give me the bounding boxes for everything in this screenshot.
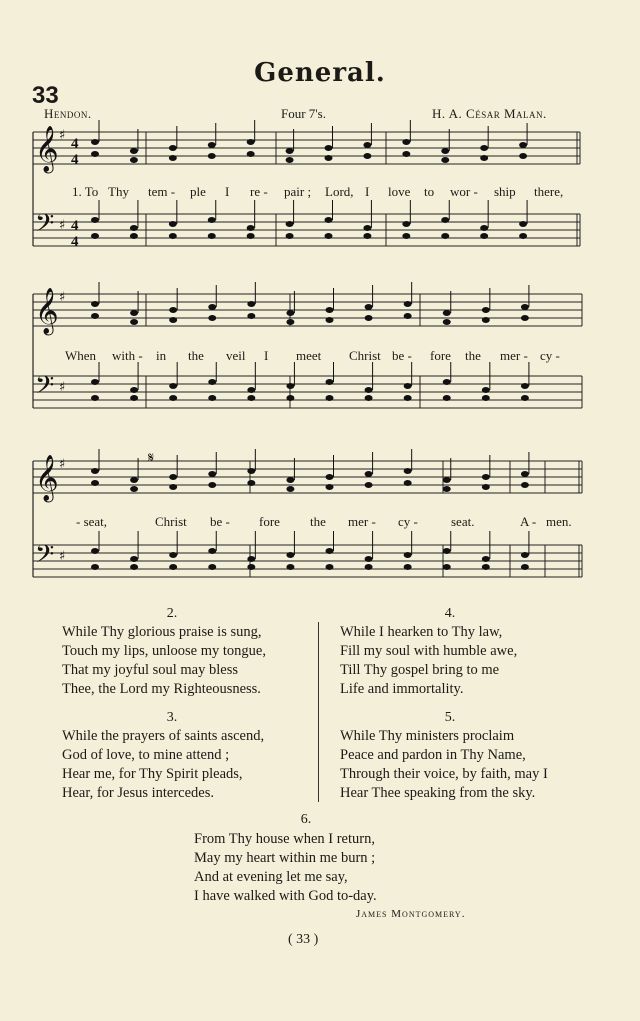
note-head (521, 552, 529, 558)
note-head (482, 317, 490, 323)
verse-line: God of love, to mine attend ; (62, 747, 230, 763)
note-head (365, 556, 373, 562)
note-head (443, 310, 451, 316)
note-head (169, 474, 177, 480)
note-head (441, 233, 449, 239)
bass-clef-icon: 𝄢 (35, 371, 55, 406)
verse-number: 5. (444, 710, 456, 725)
lyric-syllable: in (156, 348, 167, 363)
note-head (286, 486, 294, 492)
bass-clef-icon: 𝄢 (35, 540, 55, 575)
lyric-syllable: there, (534, 184, 564, 199)
composer: H. A. César Malan. (432, 106, 547, 121)
note-head (365, 471, 373, 477)
time-signature: 4 (71, 218, 79, 234)
note-head (365, 315, 373, 321)
note-head (91, 468, 99, 474)
lyric-syllable: mer - (348, 514, 376, 529)
note-head (286, 157, 294, 163)
note-head (130, 233, 138, 239)
note-head (521, 395, 529, 401)
verse-line: Hear me, for Thy Spirit pleads, (62, 766, 243, 782)
note-head (365, 564, 373, 570)
lyric-syllable: ple (190, 184, 206, 199)
note-head (247, 480, 255, 486)
lyric-syllable: love (388, 184, 411, 199)
note-head (482, 387, 490, 393)
note-head (325, 233, 333, 239)
verse-line: That my joyful soul may bless (62, 662, 238, 678)
verse-line: I have walked with God to-day. (194, 888, 377, 904)
lyric-syllable: ship (494, 184, 516, 199)
lyric-syllable: be - (210, 514, 230, 529)
note-head (404, 468, 412, 474)
note-head (169, 564, 177, 570)
verse-number: 3. (166, 710, 178, 725)
verse-line: Peace and pardon in Thy Name, (340, 747, 526, 763)
note-head (169, 155, 177, 161)
note-head (441, 217, 449, 223)
note-head (443, 564, 451, 570)
note-head (91, 151, 99, 157)
note-head (404, 552, 412, 558)
note-head (480, 145, 488, 151)
meter: Four 7's. (281, 106, 326, 121)
note-head (208, 482, 216, 488)
verse-line: While Thy ministers proclaim (340, 728, 515, 744)
note-head (169, 552, 177, 558)
lyric-syllable: A - (520, 514, 537, 529)
page-title: General. (254, 58, 386, 88)
note-head (91, 564, 99, 570)
note-head (443, 319, 451, 325)
lyric-syllable: I (264, 348, 269, 363)
note-head (208, 564, 216, 570)
note-head (519, 233, 527, 239)
verse-line: Till Thy gospel bring to me (340, 662, 500, 678)
note-head (208, 304, 216, 310)
note-head (286, 383, 294, 389)
note-head (286, 395, 294, 401)
note-head (169, 395, 177, 401)
note-head (247, 395, 255, 401)
verse-number: 6. (300, 812, 312, 827)
lyric-syllable: Christ (155, 514, 187, 529)
sharp-icon: ♯ (59, 128, 66, 143)
lyric-syllable: pair ; (284, 184, 312, 199)
note-head (208, 142, 216, 148)
lyric-syllable: meet (296, 348, 322, 363)
note-head (208, 153, 216, 159)
lyric-syllable: Thy (108, 184, 129, 199)
note-head (363, 142, 371, 148)
note-head (404, 480, 412, 486)
lyric-syllable: I (225, 184, 230, 199)
verse-line: Touch my lips, unloose my tongue, (62, 643, 266, 659)
note-head (130, 310, 138, 316)
note-head (480, 225, 488, 231)
lyric-syllable: with - (112, 348, 143, 363)
note-head (519, 142, 527, 148)
note-head (326, 484, 334, 490)
note-head (130, 157, 138, 163)
lyric-syllable: When (65, 348, 97, 363)
sharp-icon: ♯ (59, 218, 66, 233)
lyric-syllable: 1. To (72, 184, 99, 199)
note-head (208, 315, 216, 321)
note-head (482, 474, 490, 480)
note-head (91, 548, 99, 554)
verse-line: Through their voice, by faith, may I (340, 766, 548, 782)
time-signature: 4 (71, 152, 79, 168)
note-head (130, 319, 138, 325)
verse-line: Thee, the Lord my Righteousness. (62, 681, 261, 697)
note-head (363, 153, 371, 159)
note-head (208, 395, 216, 401)
note-head (91, 379, 99, 385)
lyric-syllable: Christ (349, 348, 381, 363)
note-head (365, 304, 373, 310)
lyric-syllable: the (465, 348, 481, 363)
lyric-syllable: fore (430, 348, 451, 363)
column-divider (318, 622, 319, 802)
lyric-syllable: veil (226, 348, 246, 363)
note-head (169, 233, 177, 239)
page-number: ( 33 ) (288, 932, 319, 947)
lyric-syllable: the (188, 348, 204, 363)
note-head (482, 556, 490, 562)
note-head (247, 139, 255, 145)
note-head (521, 315, 529, 321)
note-head (443, 486, 451, 492)
note-head (519, 153, 527, 159)
note-head (130, 395, 138, 401)
note-head (91, 480, 99, 486)
repeat-sign-icon: 𝄋 (148, 450, 155, 466)
author-credit: James Montgomery. (356, 908, 466, 920)
note-head (208, 217, 216, 223)
verse-line: While the prayers of saints ascend, (62, 728, 265, 744)
lyric-syllable: mer - (500, 348, 528, 363)
note-head (441, 157, 449, 163)
note-head (247, 225, 255, 231)
note-head (169, 383, 177, 389)
note-head (326, 379, 334, 385)
note-head (402, 139, 410, 145)
note-head (130, 556, 138, 562)
hymn-number: 33 (32, 82, 59, 109)
note-head (521, 482, 529, 488)
note-head (325, 155, 333, 161)
note-head (443, 379, 451, 385)
verse-line: Hear, for Jesus intercedes. (62, 785, 215, 801)
lyric-syllable: re - (250, 184, 268, 199)
note-head (325, 217, 333, 223)
lyric-syllable: cy - (398, 514, 418, 529)
lyric-syllable: wor - (450, 184, 478, 199)
note-head (480, 233, 488, 239)
note-head (169, 145, 177, 151)
note-head (247, 233, 255, 239)
note-head (519, 221, 527, 227)
lyric-syllable: Lord, (325, 184, 354, 199)
note-head (208, 379, 216, 385)
note-head (130, 486, 138, 492)
note-head (482, 564, 490, 570)
note-head (404, 383, 412, 389)
verse-4 (340, 623, 517, 699)
note-head (326, 307, 334, 313)
verse-line: From Thy house when I return, (194, 831, 375, 847)
note-head (91, 313, 99, 319)
note-head (130, 148, 138, 154)
note-head (441, 148, 449, 154)
note-head (404, 301, 412, 307)
note-head (286, 552, 294, 558)
lyric-syllable: the (310, 514, 326, 529)
note-head (404, 564, 412, 570)
note-head (521, 383, 529, 389)
sharp-icon: ♯ (59, 457, 66, 472)
note-head (365, 395, 373, 401)
note-head (326, 564, 334, 570)
bass-clef-icon: 𝄢 (35, 209, 55, 244)
note-head (363, 233, 371, 239)
note-head (325, 145, 333, 151)
verse-number: 2. (166, 606, 178, 621)
note-head (404, 395, 412, 401)
sharp-icon: ♯ (59, 380, 66, 395)
note-head (404, 313, 412, 319)
treble-clef-icon: 𝄞 (35, 126, 59, 172)
note-head (480, 155, 488, 161)
note-head (326, 474, 334, 480)
treble-clef-icon: 𝄞 (35, 455, 59, 501)
note-head (482, 395, 490, 401)
note-head (247, 301, 255, 307)
verse-line: Hear Thee speaking from the sky. (340, 785, 536, 801)
lyric-syllable: cy - (540, 348, 560, 363)
note-head (286, 221, 294, 227)
note-head (286, 233, 294, 239)
treble-clef-icon: 𝄞 (35, 288, 59, 334)
note-head (443, 548, 451, 554)
note-head (208, 548, 216, 554)
sharp-icon: ♯ (59, 549, 66, 564)
note-head (326, 548, 334, 554)
note-head (482, 307, 490, 313)
note-head (91, 217, 99, 223)
lyric-syllable: men. (546, 514, 572, 529)
note-head (208, 233, 216, 239)
note-head (482, 484, 490, 490)
verse-line: May my heart within me burn ; (194, 850, 376, 866)
lyric-syllable: tem - (148, 184, 176, 199)
verse-line: While I hearken to Thy law, (340, 624, 503, 640)
note-head (247, 151, 255, 157)
lyric-syllable: fore (259, 514, 280, 529)
note-head (130, 387, 138, 393)
verse-6 (194, 830, 377, 906)
note-head (130, 225, 138, 231)
note-head (286, 477, 294, 483)
verse-line: While Thy glorious praise is sung, (62, 624, 262, 640)
note-head (91, 139, 99, 145)
note-head (130, 477, 138, 483)
note-head (521, 471, 529, 477)
verse-5 (340, 727, 548, 803)
time-signature: 4 (71, 136, 79, 152)
verse-3 (62, 727, 264, 803)
note-head (326, 317, 334, 323)
tune-name: Hendon. (44, 106, 92, 121)
note-head (402, 233, 410, 239)
lyric-syllable: to (424, 184, 435, 199)
sharp-icon: ♯ (59, 290, 66, 305)
time-signature: 4 (71, 234, 79, 250)
note-head (363, 225, 371, 231)
note-head (169, 307, 177, 313)
note-head (247, 468, 255, 474)
note-head (247, 556, 255, 562)
note-head (286, 319, 294, 325)
note-head (286, 310, 294, 316)
note-head (91, 233, 99, 239)
note-head (247, 564, 255, 570)
note-head (365, 387, 373, 393)
note-head (286, 148, 294, 154)
verse-number: 4. (444, 606, 456, 621)
note-head (365, 482, 373, 488)
note-head (91, 395, 99, 401)
lyric-syllable: be - (392, 348, 412, 363)
note-head (443, 477, 451, 483)
verse-line: Life and immortality. (340, 681, 464, 697)
note-head (402, 221, 410, 227)
note-head (169, 317, 177, 323)
note-head (91, 301, 99, 307)
note-head (247, 387, 255, 393)
verse-line: And at evening let me say, (194, 869, 348, 885)
note-head (286, 564, 294, 570)
lyric-syllable: I (365, 184, 370, 199)
verse-line: Fill my soul with humble awe, (340, 643, 518, 659)
note-head (130, 564, 138, 570)
note-head (169, 484, 177, 490)
note-head (402, 151, 410, 157)
note-head (326, 395, 334, 401)
note-head (521, 304, 529, 310)
verse-2 (62, 623, 266, 699)
note-head (169, 221, 177, 227)
lyric-syllable: - seat, (76, 514, 108, 529)
lyric-syllable: seat. (451, 514, 475, 529)
note-head (247, 313, 255, 319)
note-head (443, 395, 451, 401)
note-head (208, 471, 216, 477)
note-head (521, 564, 529, 570)
